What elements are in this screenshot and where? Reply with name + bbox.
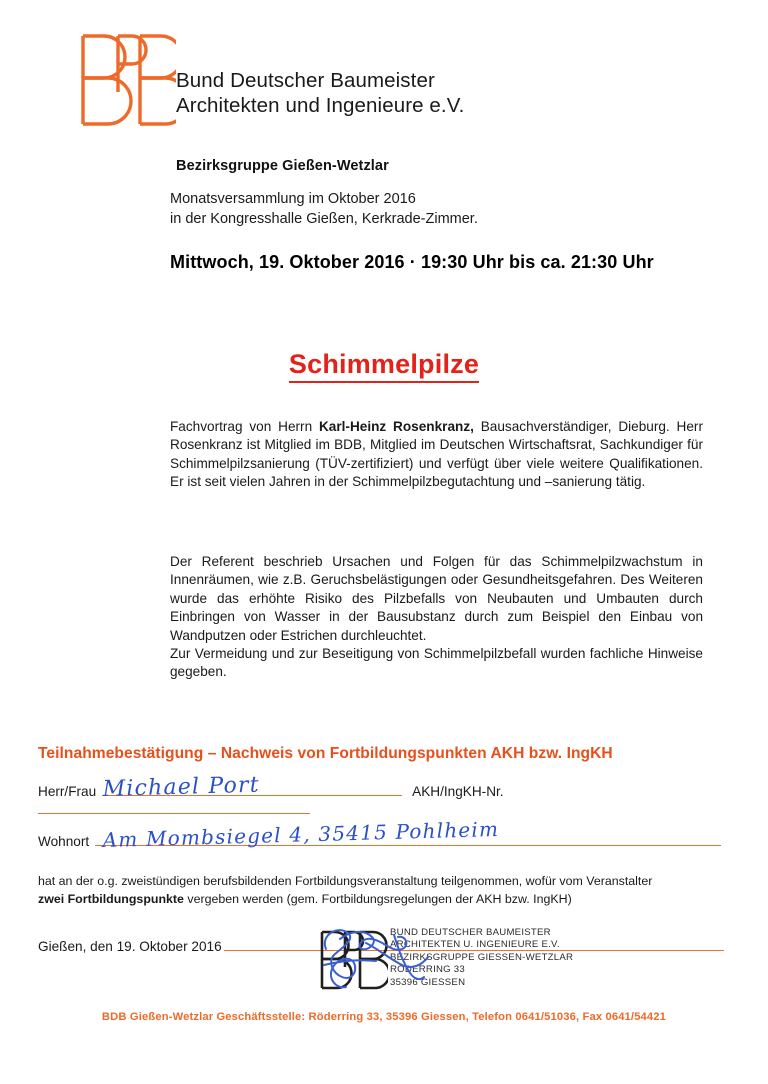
footer <box>0 1007 768 1025</box>
chapter-name: Bezirksgruppe Gießen-Wetzlar <box>176 158 389 174</box>
stamp-address-lines <box>390 927 573 989</box>
legal-text <box>38 873 738 908</box>
content-paragraph-2: Zur Vermeidung und zur Beseitigung von Schimmelpilzbefall wurden fachliche Hinweise gegeben. <box>170 646 703 680</box>
legal-points-bold: zwei Fortbildungspunkte <box>38 891 184 906</box>
legal-line-2-rest: vergeben werden (gem. Fortbildungsregelungen der AKH bzw. IngKH) <box>183 891 572 906</box>
meeting-line-2: in der Kongresshalle Gießen, Kerkrade-Zimmer. <box>170 210 478 227</box>
speaker-paragraph <box>170 418 703 492</box>
footer-text: BDB Gießen-Wetzlar Geschäftsstelle: Röderring 33, 35396 Giessen, Telefon 0641/51036, Fax 0641/54421 <box>101 1011 667 1023</box>
content-paragraph <box>170 553 703 682</box>
stamp-line-4: RÖDERRING 33 <box>390 964 465 976</box>
content-paragraph-1: Der Referent beschrieb Ursachen und Folgen für das Schimmelpilzwachstum in Innenräumen, wie z.B. Geruchsbelästigungen oder Gesundheitsgefahren. Des Weiteren wurde das erhöhte Risiko des Pilzbefalls von Neubauten und Umbauten durch Einbringen von Wasser in der Bausubstanz durch zum Beispiel den Einbau von Wandputzen oder Estrichen durchleuchtet. <box>170 554 703 643</box>
speaker-paragraph-pre: Fachvortrag von Herrn <box>170 419 319 434</box>
organisation-stamp <box>318 927 598 995</box>
talk-title-text: Schimmelpilze <box>289 349 479 383</box>
meeting-datetime: Mittwoch, 19. Oktober 2016 · 19:30 Uhr bis ca. 21:30 Uhr <box>170 252 654 272</box>
stamp-line-3: BEZIRKSGRUPPE GIESSEN-WETZLAR <box>390 951 574 963</box>
speaker-name: Karl-Heinz Rosenkranz, <box>318 419 474 434</box>
place-date-label: Gießen, den 19. Oktober 2016 <box>38 939 222 954</box>
bdb-logo-icon <box>78 32 176 128</box>
organisation-names <box>176 68 696 118</box>
talk-title <box>0 349 768 380</box>
name-label: Herr/Frau <box>38 784 97 799</box>
wohnort-label: Wohnort <box>38 834 90 849</box>
org-line-2: Architekten und Ingenieure e.V. <box>176 94 465 117</box>
stamp-line-2: ARCHITEKTEN U. INGENIEURE E.V. <box>390 939 560 951</box>
handwritten-name: Michael Port <box>102 772 261 802</box>
stamp-line-5: 35396 GIESSEN <box>390 976 466 988</box>
legal-line-1: hat an der o.g. zweistündigen berufsbildenden Fortbildungsveranstaltung teilgenommen, wofür vom Veranstalter <box>38 874 653 888</box>
confirmation-heading: Teilnahmebestätigung – Nachweis von Fortbildungspunkten AKH bzw. IngKH <box>38 745 613 762</box>
stamp-line-1: BUND DEUTSCHER BAUMEISTER <box>390 927 551 938</box>
meeting-info <box>170 190 710 229</box>
akh-number-input-rule[interactable] <box>38 813 310 814</box>
stamp-bdb-logo-icon <box>318 929 388 991</box>
meeting-line-1: Monatsversammlung im Oktober 2016 <box>170 191 416 207</box>
letterhead <box>78 32 698 174</box>
speaker-paragraph-post: Bausachverständiger, Dieburg. Herr Rosenkranz ist Mitglied im BDB, Mitglied im Deutschen Wirtschaftsrat, Sachkundiger für Schimmelpilzsanierung (TÜV-zertifiziert) und verfügt über viele weitere Qualifikationen. Er ist seit vielen Jahren in der Schimmelpilzbegutachtung und –sanierung tätig. <box>170 419 703 490</box>
handwritten-wohnort: Am Mombsiegel 4, 35415 Pohlheim <box>102 816 500 852</box>
org-line-1: Bund Deutscher Baumeister <box>176 69 435 92</box>
akh-number-label: AKH/IngKH-Nr. <box>412 784 504 799</box>
